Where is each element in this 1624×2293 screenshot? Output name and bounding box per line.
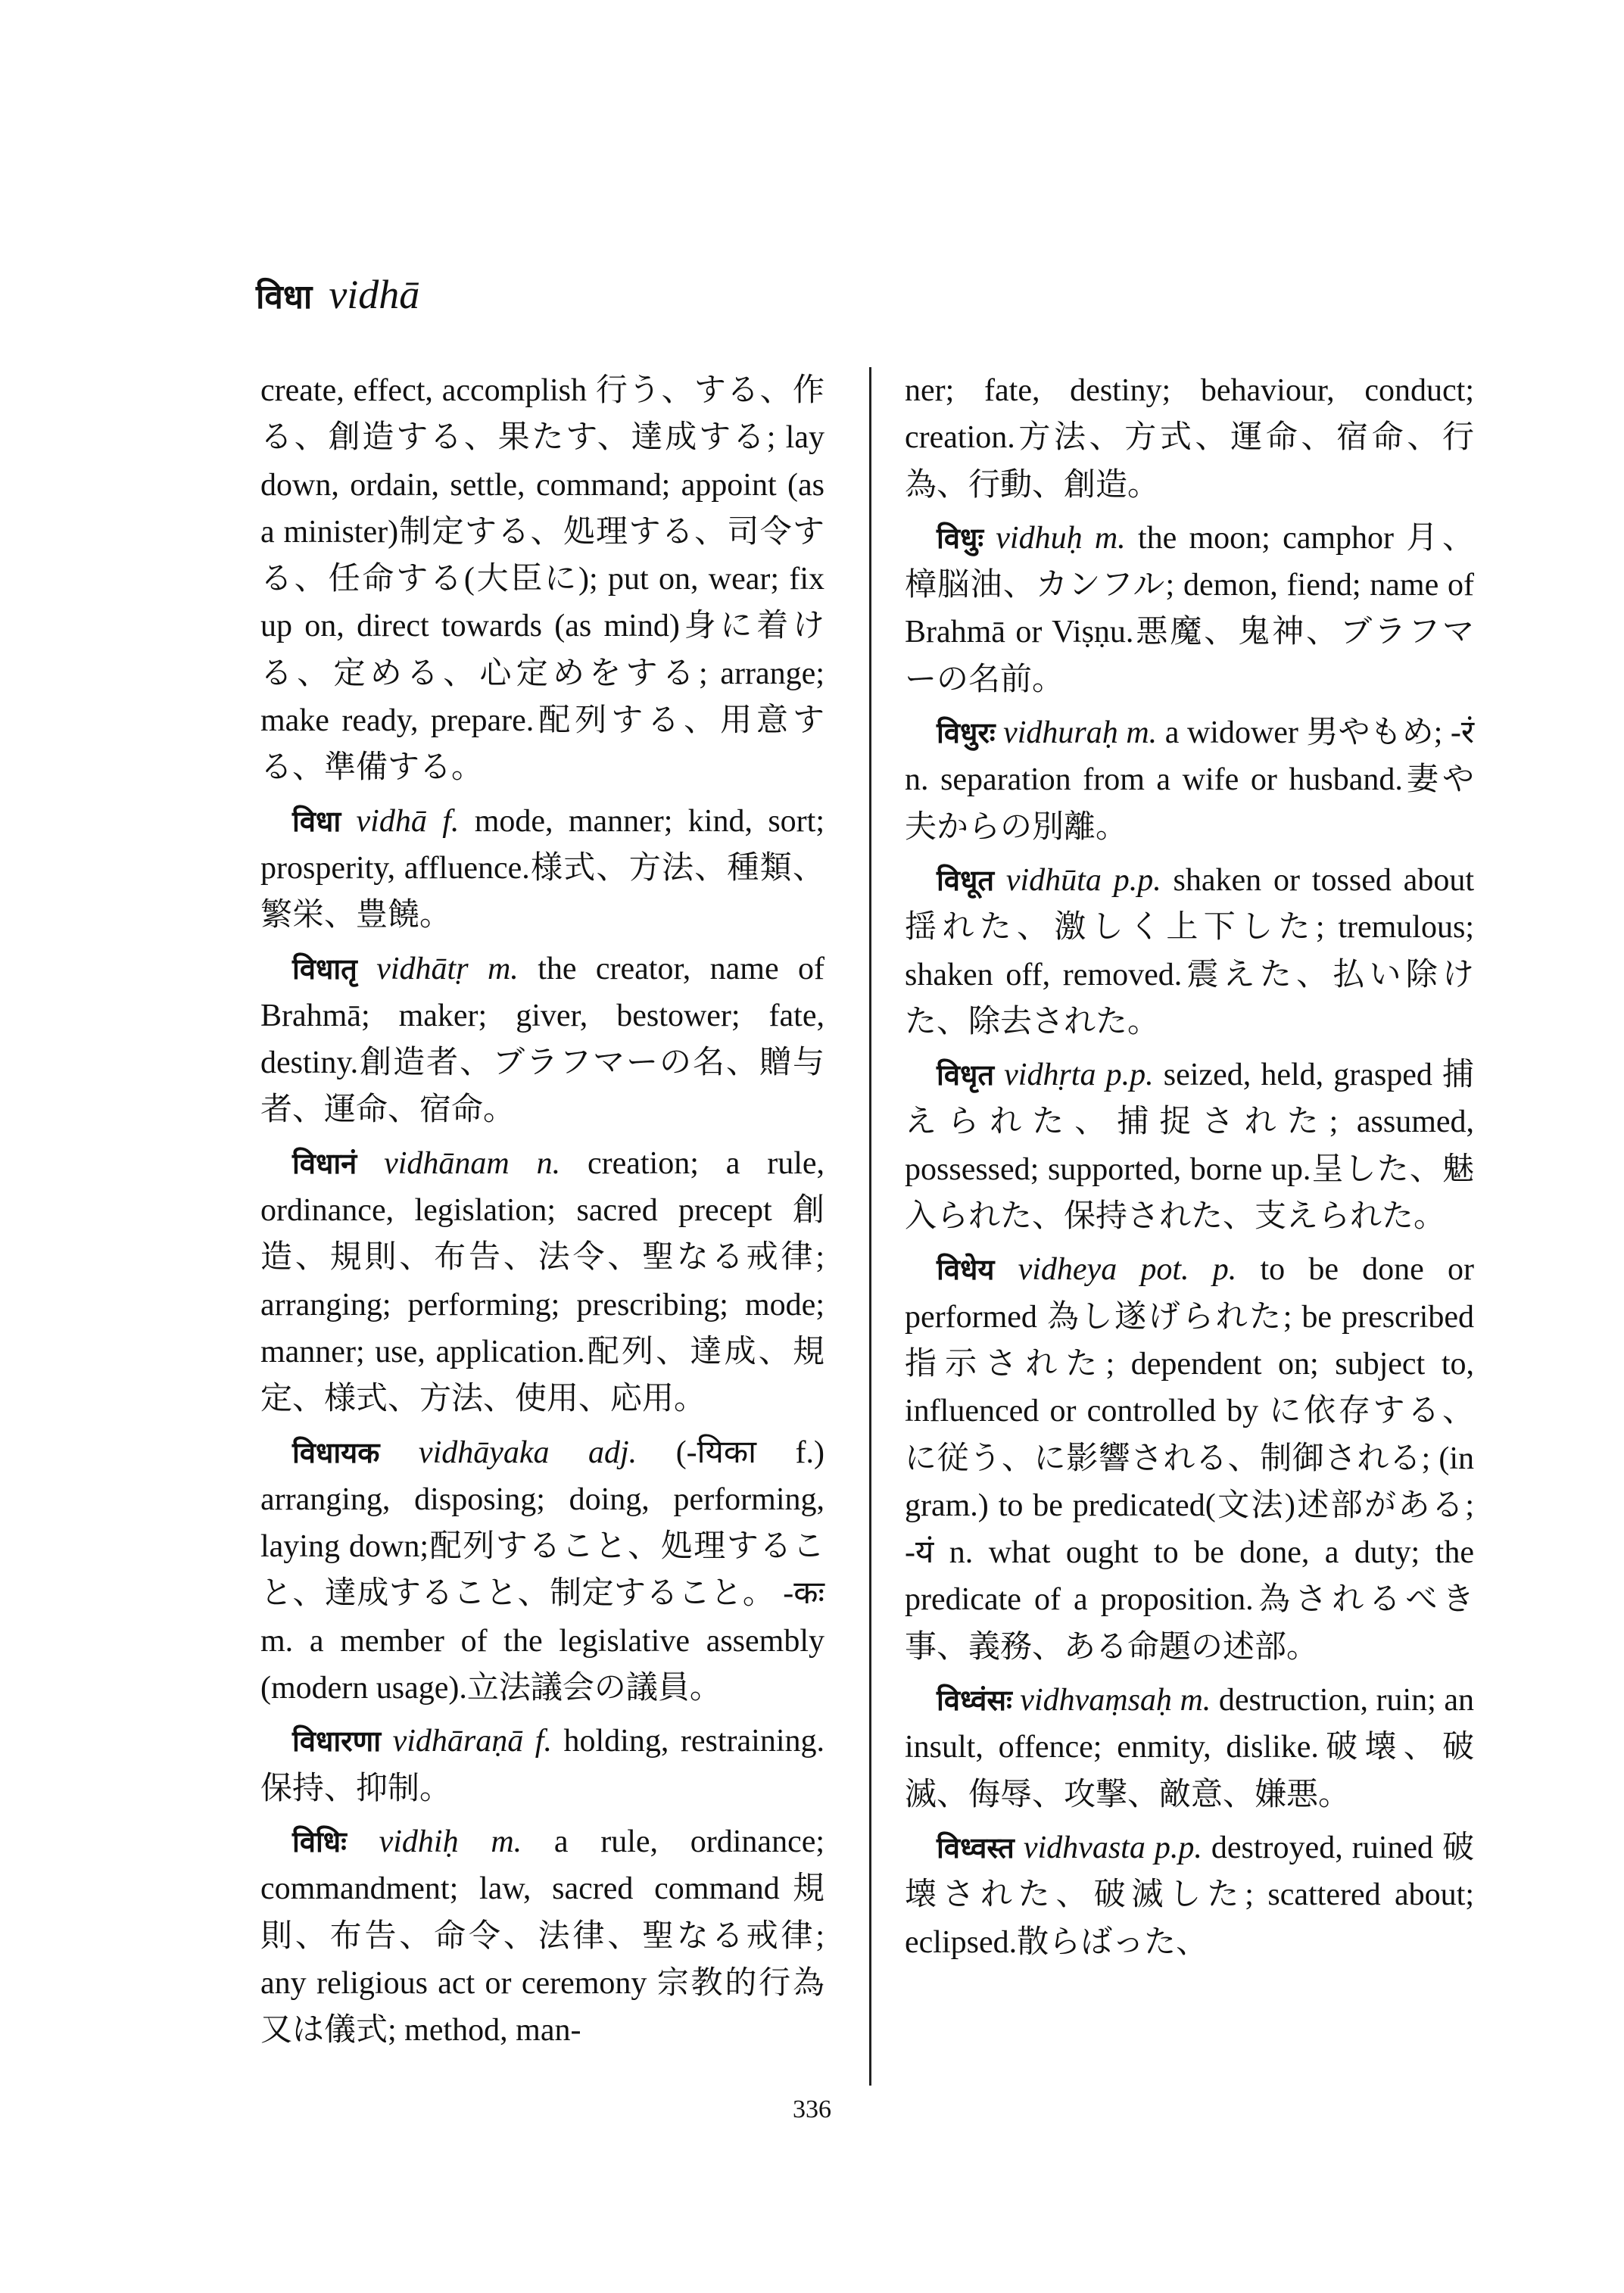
dictionary-entry: [260, 1818, 824, 2054]
left-column: [260, 367, 824, 2060]
entry-grammar: m.: [1180, 1683, 1211, 1718]
entry-headword: विधृत: [937, 1058, 995, 1092]
entry-grammar: m.: [1126, 715, 1158, 751]
right-column: [905, 367, 1474, 1972]
entry-grammar: f.: [442, 803, 460, 839]
entry-grammar: pot. p.: [1140, 1252, 1237, 1288]
dictionary-entry: [905, 1051, 1474, 1240]
entry-definition: create, effect, accomplish 行う、する、作る、創造する、果たす、達成する; lay down, ordain, settle, command; appoint (as a minister)制定する、処理する、司令する、任命する(大臣に); put on, wear; fix up on, direct towards (as mind)身に着ける、定める、心定めをする; arrange; make ready, prepare.配列する、用意する、準備する。: [260, 373, 824, 786]
entry-headword: विधातृ: [292, 952, 357, 986]
entry-definition: destruction, ruin; an insult, offence; enmity, dislike.破壊、破滅、侮辱、攻撃、敵意、嫌悪。: [905, 1683, 1474, 1812]
dictionary-entry: [905, 1824, 1474, 1966]
page-header: [256, 271, 419, 339]
entry-grammar: m.: [487, 951, 519, 986]
entry-definition: destroyed, ruined 破壊された、破滅した; scattered about; eclipsed.散らばった、: [905, 1830, 1475, 1960]
entry-headword: विध्वस्त: [937, 1830, 1015, 1865]
dictionary-entry: [260, 798, 824, 939]
entry-transliteration: vidhuraḥ: [1003, 715, 1118, 751]
entry-grammar: p.p.: [1113, 862, 1161, 898]
entry-grammar: p.p.: [1154, 1830, 1202, 1865]
entry-grammar: p.p.: [1105, 1058, 1154, 1093]
entry-headword: विधायक: [292, 1435, 380, 1469]
entry-headword: विधा: [292, 804, 341, 838]
entry-definition: shaken or tossed about 揺れた、激しく上下した; tremulous; shaken off, removed.震えた、払い除けた、除去された。: [905, 862, 1474, 1039]
entry-definition: a rule, ordinance; commandment; law, sacred command規則、布告、命令、法律、聖なる戒律; any religious act or ceremony 宗教的行為又は儀式; method, man-: [260, 1824, 825, 2048]
entry-headword: विधारणा: [292, 1724, 382, 1759]
entry-transliteration: vidhiḥ: [379, 1824, 459, 1859]
entry-headword: विधिः: [292, 1824, 347, 1858]
entry-headword: विधेय: [937, 1253, 995, 1287]
entry-definition: creation; a rule, ordinance, legislation; sacred precept 創造、規則、布告、法令、聖なる戒律; arranging; performing; prescribing; mode; manner; use, application.配列、達成、規定、様式、方法、使用、応用。: [260, 1145, 825, 1417]
dictionary-entry: [260, 1429, 824, 1712]
entry-grammar: m.: [491, 1824, 522, 1859]
column-divider: [869, 367, 871, 2086]
entry-transliteration: vidhvasta: [1023, 1830, 1146, 1865]
entry-grammar: n.: [536, 1145, 561, 1181]
entry-transliteration: vidhātṛ: [376, 951, 469, 986]
entry-transliteration: vidhāyaka: [418, 1435, 550, 1470]
dictionary-entry: [260, 946, 824, 1134]
entry-headword: विधूत: [937, 863, 995, 897]
entry-headword: विधानं: [292, 1146, 357, 1180]
dictionary-entry: [260, 1718, 824, 1812]
entry-definition: seized, held, grasped 捕えられた、捕捉された; assumed, possessed; supported, borne up.呈した、魅入られた、保持された、支えられた。: [905, 1058, 1475, 1235]
dictionary-entry: [905, 709, 1474, 851]
entry-headword: विध्वंसः: [937, 1684, 1012, 1718]
dictionary-entry: [260, 1140, 824, 1423]
entry-grammar: adj.: [588, 1435, 637, 1470]
entry-transliteration: vidhṛta: [1004, 1058, 1096, 1093]
entry-headword: विधुरः: [937, 716, 996, 750]
entry-definition: ner; fate, destiny; behaviour, conduct; creation.方法、方式、運命、宿命、行為、行動、創造。: [905, 373, 1474, 503]
dictionary-entry: [905, 1246, 1474, 1671]
entry-grammar: f.: [535, 1724, 552, 1759]
entry-definition: (-यिका f.) arranging, disposing; doing, performing, laying down;配列すること、処理すること、達成すること、制定すること。 -कः m. a member of the legislative assembly (modern usage).立法議会の議員。: [260, 1435, 825, 1706]
entry-transliteration: vidhā: [356, 803, 427, 839]
entry-transliteration: vidhāraṇā: [392, 1724, 524, 1759]
entry-definition: the creator, name of Brahmā; maker; giver, bestower; fate, destiny.創造者、ブラフマーの名、贈与者、運命、宿命。: [260, 951, 824, 1128]
entry-transliteration: vidhvaṃsaḥ: [1020, 1683, 1172, 1718]
dictionary-entry: [905, 857, 1474, 1045]
header-headword-roman: vidhā: [329, 272, 420, 317]
entry-transliteration: vidhuḥ: [996, 520, 1083, 556]
entry-definition: the moon; camphor 月、樟脳油、カンフル; demon, fiend; name of Brahmā or Viṣṇu.悪魔、鬼神、ブラフマーの名前。: [905, 520, 1475, 697]
entry-transliteration: vidhūta: [1005, 862, 1102, 898]
dictionary-entry: [905, 515, 1474, 703]
entry-transliteration: vidhānam: [384, 1145, 510, 1181]
page-number: 336: [793, 2095, 831, 2123]
dictionary-entry: [905, 1677, 1474, 1818]
entry-definition: holding, restraining. 保持、抑制。: [260, 1724, 825, 1806]
entry-definition: to be done or performed 為し遂げられた; be prescribed 指示された; dependent on; subject to, influenced or controlled by に依存する、に従う、に影響される、制御される; (in gram.) to be predicated(文法)述部がある; -यं n. what ought to be done, a duty; the predicate of a proposition.為されるべき事、義務、ある命題の述部。: [905, 1252, 1475, 1665]
dictionary-entry: [905, 367, 1474, 509]
entry-headword: विधुः: [937, 521, 984, 555]
entry-grammar: m.: [1094, 520, 1126, 556]
header-headword-devanagari: विधा: [256, 278, 313, 316]
entry-definition: a widower 男やもめ; -रं n. separation from a wife or husband.妻や夫からの別離。: [905, 715, 1475, 845]
entry-transliteration: vidheya: [1018, 1252, 1117, 1288]
dictionary-entry: [260, 367, 824, 792]
entry-definition: mode, manner; kind, sort; prosperity, affluence.様式、方法、種類、繁栄、豊饒。: [260, 803, 824, 933]
